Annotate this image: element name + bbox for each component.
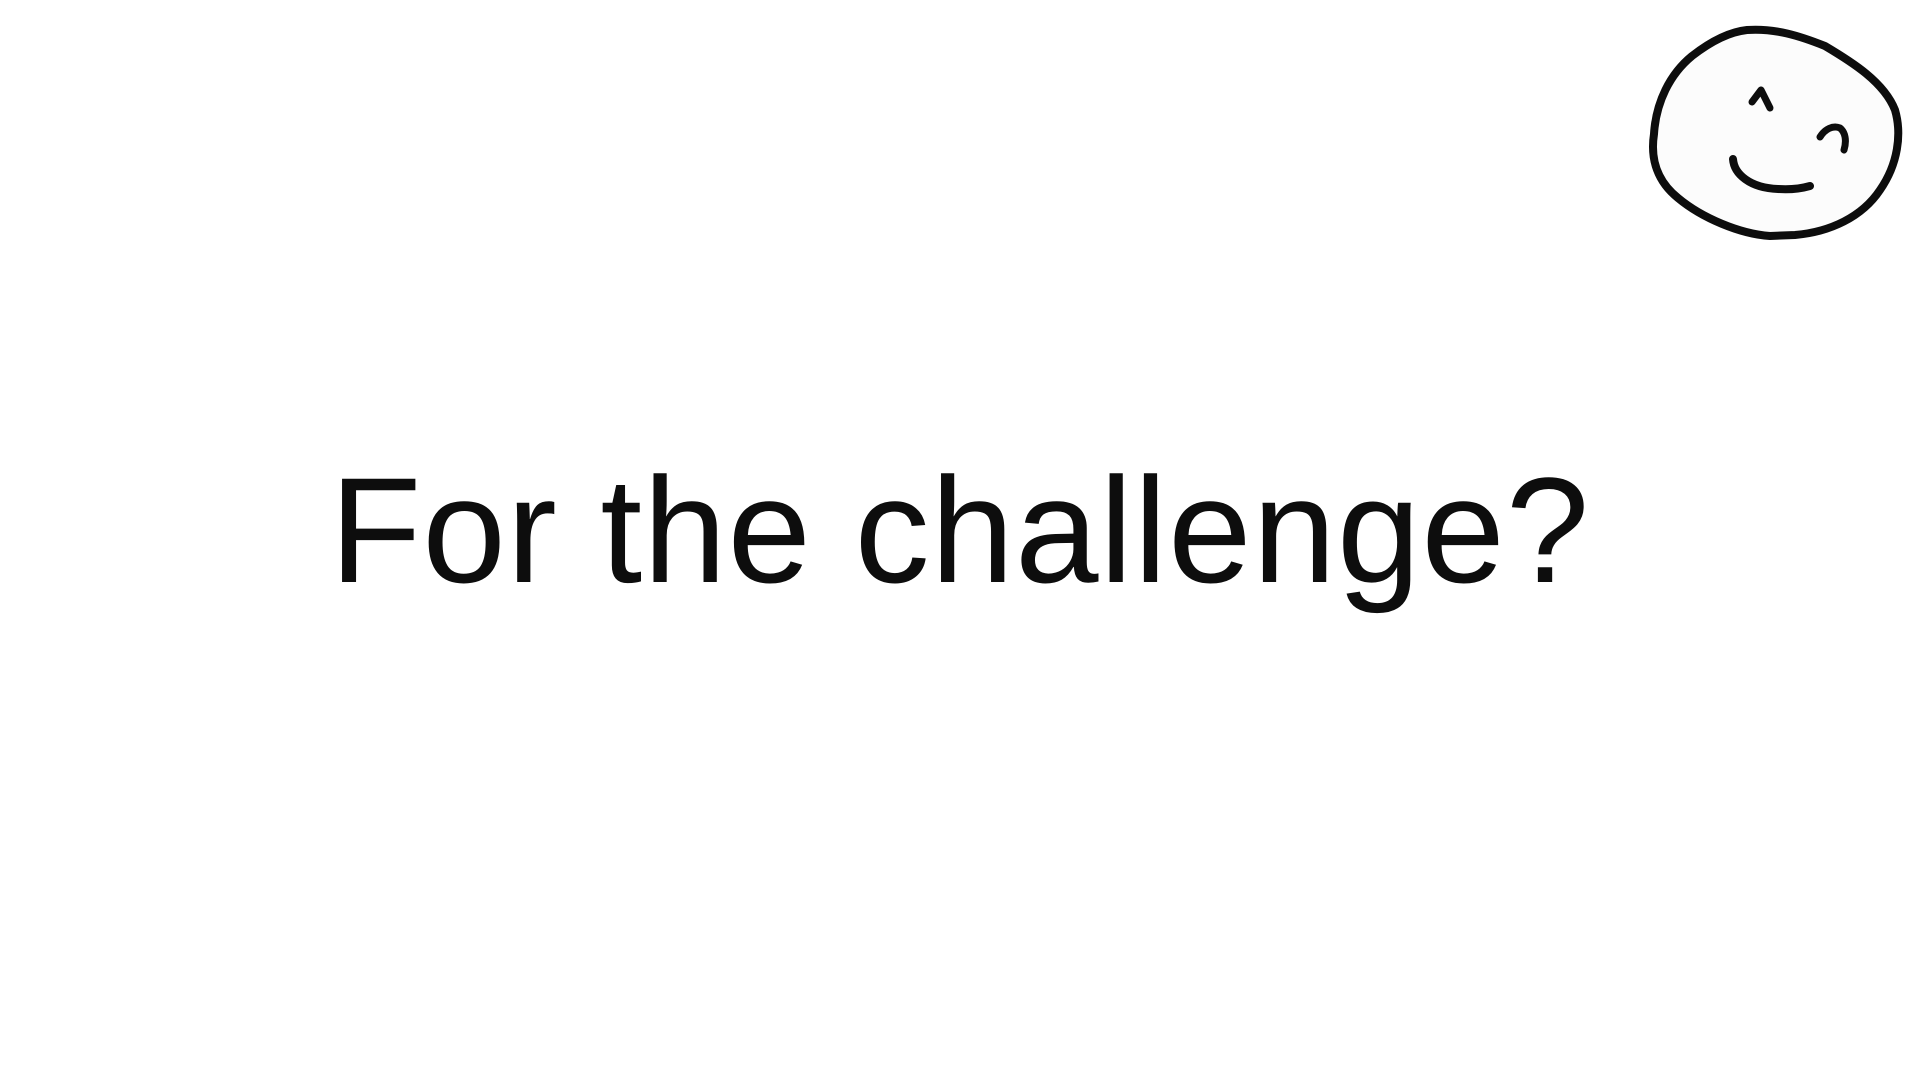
smiley-face-icon (1640, 22, 1910, 254)
face-outline (1653, 30, 1898, 236)
caption-text: For the challenge? (329, 446, 1591, 614)
